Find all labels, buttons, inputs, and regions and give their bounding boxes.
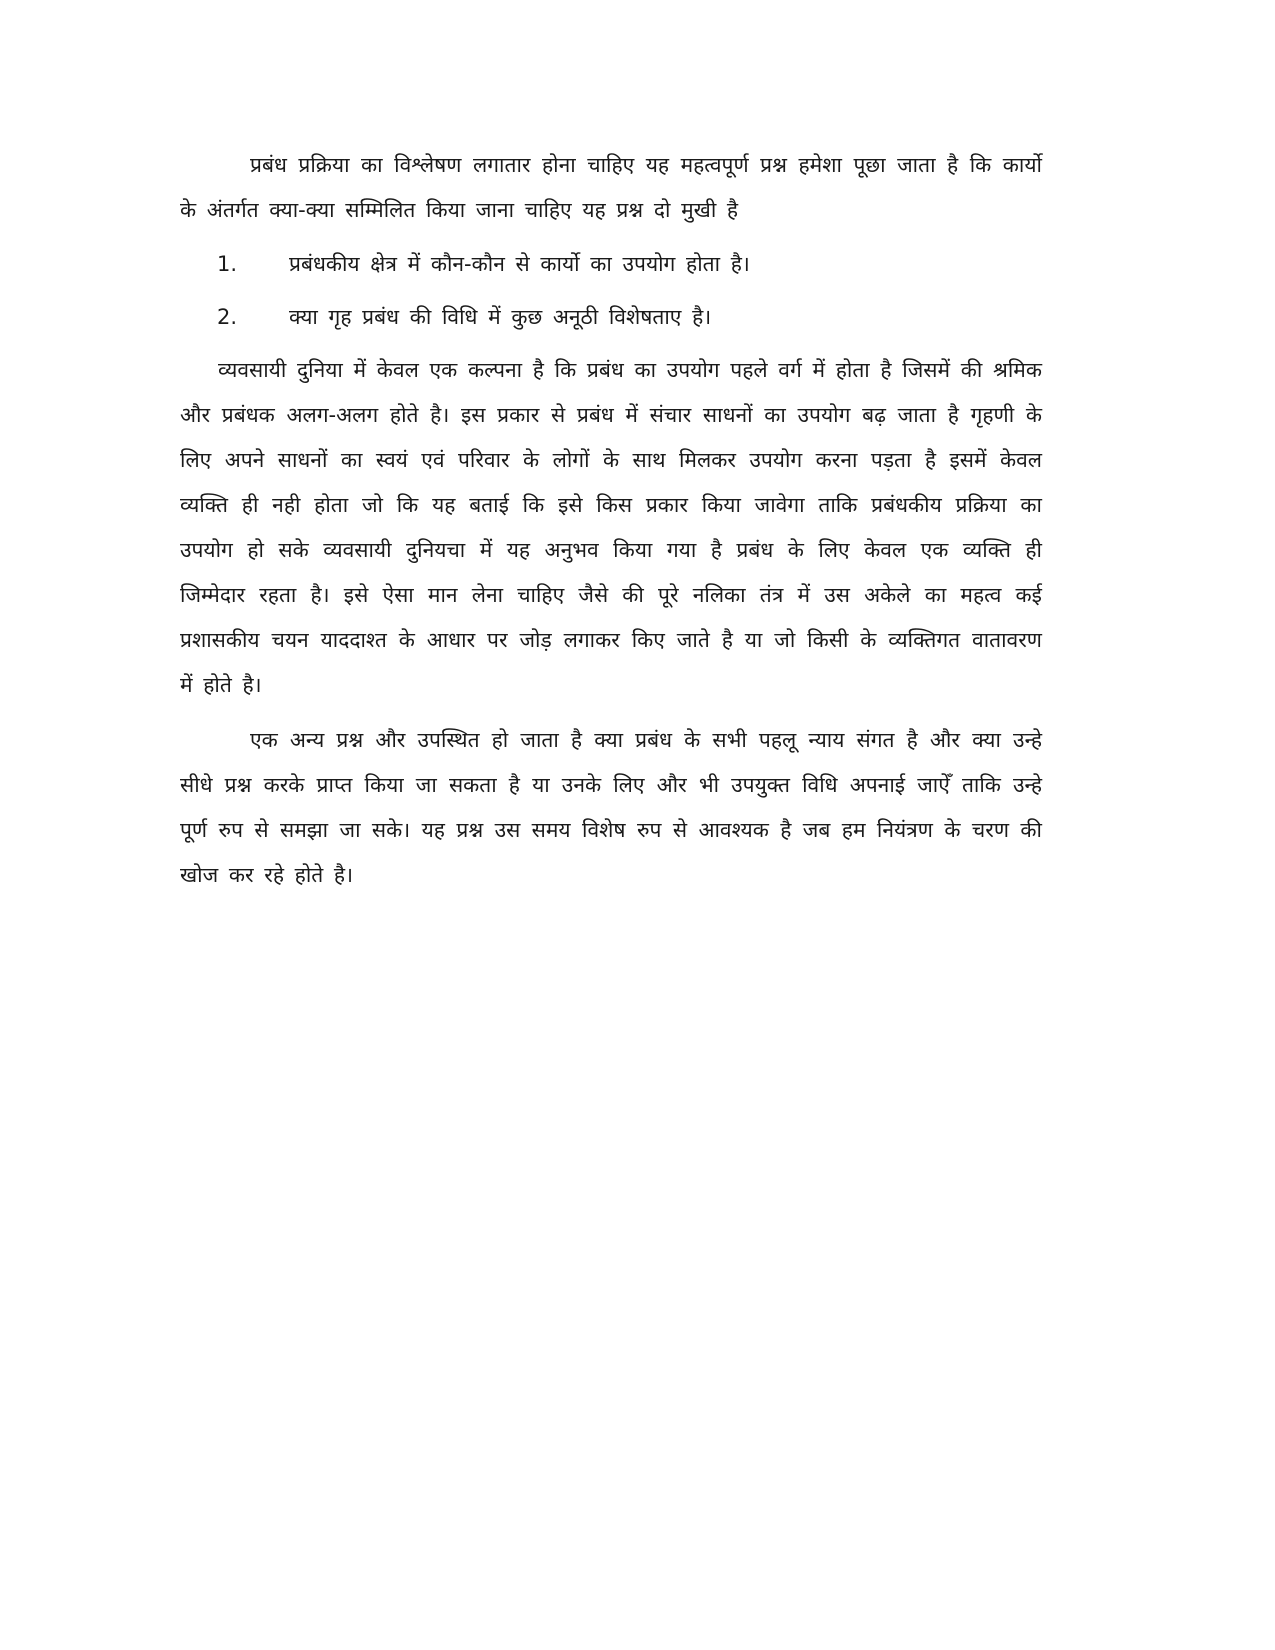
list-item-number: 2. xyxy=(217,305,238,329)
another-question-paragraph: एक अन्य प्रश्न और उपस्थित हो जाता है क्या प्रबंध के सभी पहलू न्याय संगत है और क्या उन्हे सीधे प्रश्न करके प्राप्त किया जा सकता है या उनके लिए और भी उपयुक्त विधि अपनाई जाऐँ ताकि उन्हे पूर्ण रुप से समझा जा सके। यह प्रश्न उस समय विशेष रुप से आवश्यक है जब हम नियंत्रण के चरण की खोज कर रहे होते है। xyxy=(180,728,1042,887)
list-item-text: प्रबंधकीय क्षेत्र में कौन-कौन से कार्यो का उपयोग होता है। xyxy=(289,252,750,276)
list-item-text: क्या गृह प्रबंध की विधि में कुछ अनूठी विशेषताए है। xyxy=(289,305,712,329)
intro-paragraph: प्रबंध प्रक्रिया का विश्लेषण लगातार होना चाहिए यह महत्वपूर्ण प्रश्न हमेशा पूछा जाता है कि कार्यो के अंतर्गत क्या-क्या सम्मिलित किया जाना चाहिए यह प्रश्न दो मुखी है xyxy=(180,153,1042,222)
list-item xyxy=(180,295,1042,340)
list-item-number: 1. xyxy=(217,252,238,276)
document-body xyxy=(180,143,1042,898)
business-world-paragraph: व्यवसायी दुनिया में केवल एक कल्पना है कि प्रबंध का उपयोग पहले वर्ग में होता है जिसमें की श्रमिक और प्रबंधक अलग-अलग होते है। इस प्रकार से प्रबंध में संचार साधनों का उपयोग बढ़ जाता है गृहणी के लिए अपने साधनों का स्वयं एवं परिवार के लोगों के साथ मिलकर उपयोग करना पड़ता है इसमें केवल व्यक्ति ही नही होता जो कि यह बताई कि इसे किस प्रकार किया जावेगा ताकि प्रबंधकीय प्रक्रिया का उपयोग हो सके व्यवसायी दुनियचा में यह अनुभव किया गया है प्रबंध के लिए केवल एक व्यक्ति ही जिम्मेदार रहता है। इसे ऐसा मान लेना चाहिए जैसे की पूरे नलिका तंत्र में उस अकेले का महत्व कई प्रशासकीय चयन याददाश्त के आधार पर जोड़ लगाकर किए जाते है या जो किसी के व्यक्तिगत वातावरण में होते है। xyxy=(180,358,1042,697)
list-item xyxy=(180,242,1042,287)
